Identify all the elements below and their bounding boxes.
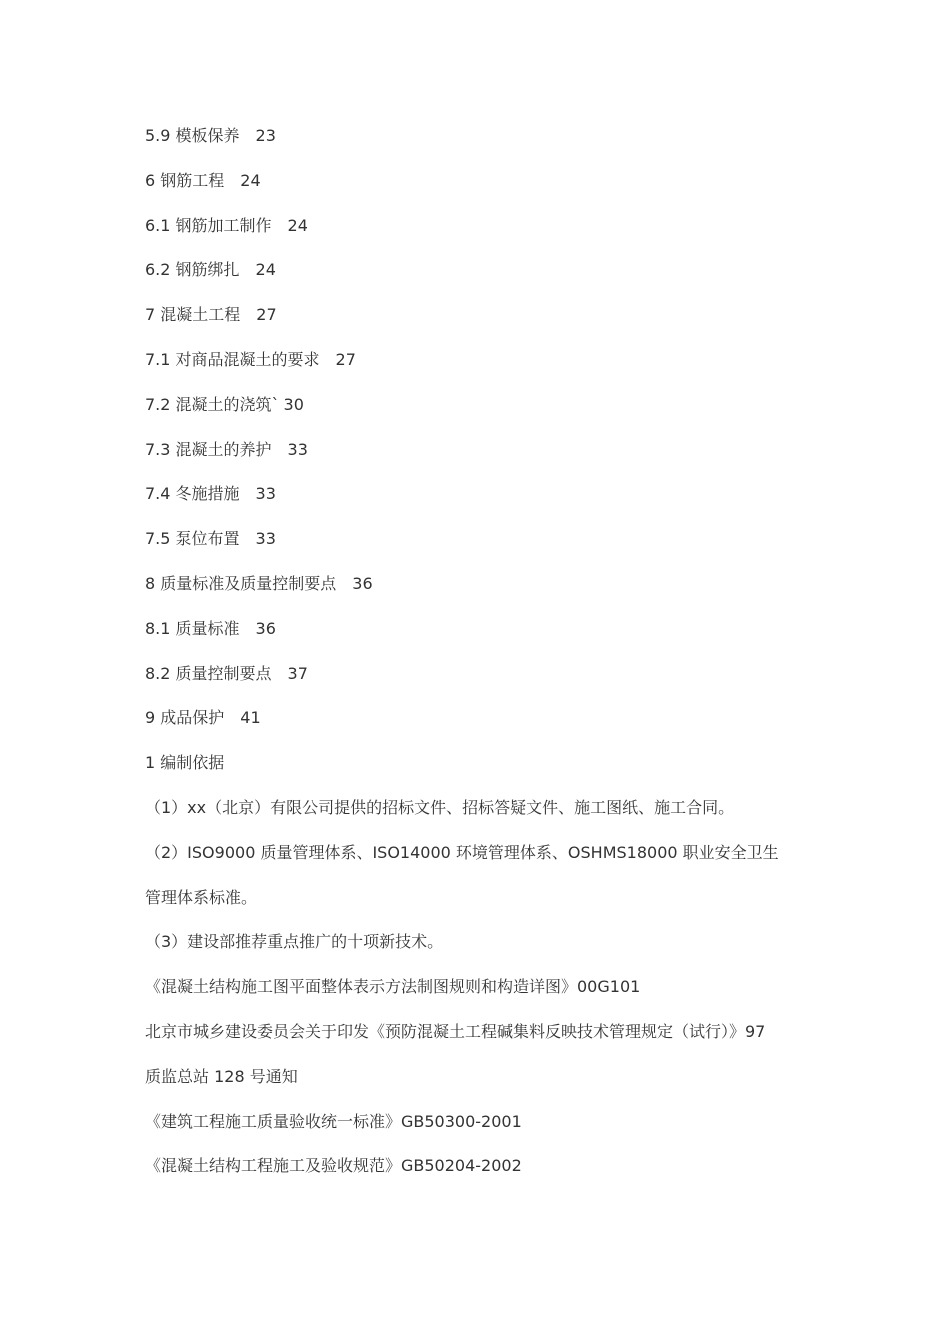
- toc-entry-page: 37: [287, 663, 308, 683]
- toc-entry-title: 7 混凝土工程: [145, 305, 241, 325]
- toc-entry-page: 33: [255, 529, 276, 549]
- body-line: 管理体系标准。: [145, 887, 258, 907]
- toc-entry-page: 27: [256, 305, 277, 325]
- body-line: （1）xx（北京）有限公司提供的招标文件、招标答疑文件、施工图纸、施工合同。: [145, 797, 735, 817]
- body-line: 《混凝土结构施工图平面整体表示方法制图规则和构造详图》00G101: [145, 977, 641, 997]
- toc-entry: [145, 482, 810, 527]
- toc-entry: [145, 214, 810, 259]
- toc-entry: [145, 662, 810, 707]
- toc-entry-title: 7.5 泵位布置: [145, 529, 240, 549]
- toc-entry-page: 36: [352, 573, 373, 593]
- toc-entry-page: 36: [255, 618, 276, 638]
- toc-entry-title: 6.2 钢筋绑扎: [145, 260, 240, 280]
- toc-entry: [145, 169, 810, 214]
- toc-entry: [145, 393, 810, 438]
- body-line: 《混凝土结构工程施工及验收规范》GB50204-2002: [145, 1156, 522, 1176]
- section-heading: 1 编制依据: [145, 753, 225, 773]
- toc-entry-title: 8.2 质量控制要点: [145, 663, 272, 683]
- toc-entry: [145, 124, 810, 169]
- body-line: 质监总站 128 号通知: [145, 1066, 298, 1086]
- body-line: 北京市城乡建设委员会关于印发《预防混凝土工程碱集料反映技术管理规定（试行）》97: [145, 1021, 766, 1041]
- toc-entry-title: 6 钢筋工程: [145, 170, 225, 190]
- toc-entry: [145, 527, 810, 572]
- toc-entry-title: 7.2 混凝土的浇筑`: [145, 394, 280, 414]
- body-line: （3）建设部推荐重点推广的十项新技术。: [145, 932, 444, 952]
- toc-entry-page: 24: [240, 170, 261, 190]
- document-page: [145, 124, 810, 1199]
- toc-entry-title: 6.1 钢筋加工制作: [145, 215, 272, 235]
- toc-entry-page: 30: [283, 394, 304, 414]
- toc-entry-page: 33: [287, 439, 308, 459]
- toc-entry-title: 8 质量标准及质量控制要点: [145, 573, 337, 593]
- toc-entry-page: 24: [255, 260, 276, 280]
- toc-entry: [145, 303, 810, 348]
- toc-entry-page: 41: [240, 708, 261, 728]
- toc-entry: [145, 706, 810, 751]
- toc-entry-page: 27: [335, 349, 356, 369]
- toc-entry-title: 7.3 混凝土的养护: [145, 439, 272, 459]
- toc-entry: [145, 617, 810, 662]
- toc-entry-title: 5.9 模板保养: [145, 126, 240, 145]
- toc-entry: [145, 572, 810, 617]
- toc-entry-page: 23: [255, 126, 276, 145]
- body-line: （2）ISO9000 质量管理体系、ISO14000 环境管理体系、OSHMS18000 职业安全卫生: [145, 842, 779, 862]
- toc-entry: [145, 348, 810, 393]
- toc-entry: [145, 438, 810, 483]
- toc-entry-title: 8.1 质量标准: [145, 618, 240, 638]
- document-body: [145, 796, 810, 1199]
- toc-entry: [145, 258, 810, 303]
- toc-entry-title: 7.4 冬施措施: [145, 484, 240, 504]
- body-line: 《建筑工程施工质量验收统一标准》GB50300-2001: [145, 1111, 522, 1131]
- toc-entry-page: 24: [287, 215, 308, 235]
- table-of-contents: [145, 124, 810, 751]
- toc-entry-title: 9 成品保护: [145, 708, 225, 728]
- toc-entry-title: 7.1 对商品混凝土的要求: [145, 349, 320, 369]
- toc-entry-page: 33: [255, 484, 276, 504]
